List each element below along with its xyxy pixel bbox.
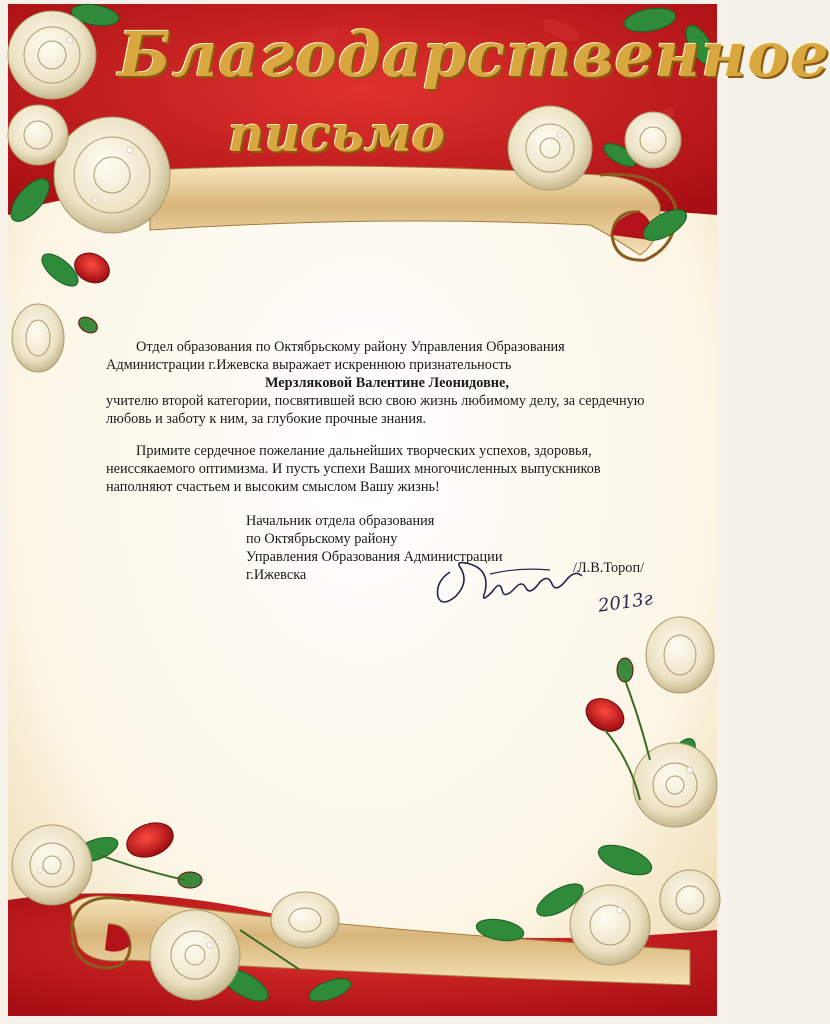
body-text-line: неиссякаемого оптимизма. И пусть успехи Ваших многочисленных выпускников [106,461,601,477]
body-text-line: Примите сердечное пожелание дальнейших творческих успехов, здоровья, [136,443,592,459]
handwritten-year: 2013г [596,588,655,617]
certificate-title [118,18,830,168]
body-text-line: Отдел образования по Октябрьскому району Управления Образования [136,339,565,355]
signer-title-line: по Октябрьскому району [246,531,398,547]
body-text-line: учителю второй категории, посвятившей всю свою жизнь любимому делу, за сердечную [106,393,645,409]
body-text-line: наполняют счастьем и высоким смыслом Вашу жизнь! [106,479,440,495]
body-text-line: любовь и заботу к ним, за глубокие прочные знания. [106,411,427,427]
signer-title-line: Начальник отдела образования [246,513,435,529]
title-line-1: Благодарственное [118,18,830,91]
body-text-line: Администрации г.Ижевска выражает искреннюю признательность [106,357,512,373]
recipient-name: Мерзляковой Валентине Леонидовне, [265,375,509,391]
signer-name: /Л.В.Тороп/ [573,560,645,576]
handwritten-signature [430,552,590,612]
signer-title-line: г.Ижевска [246,567,307,583]
title-line-2: письмо [228,104,446,163]
signer-title-line: Управления Образования Администрации [246,549,503,565]
